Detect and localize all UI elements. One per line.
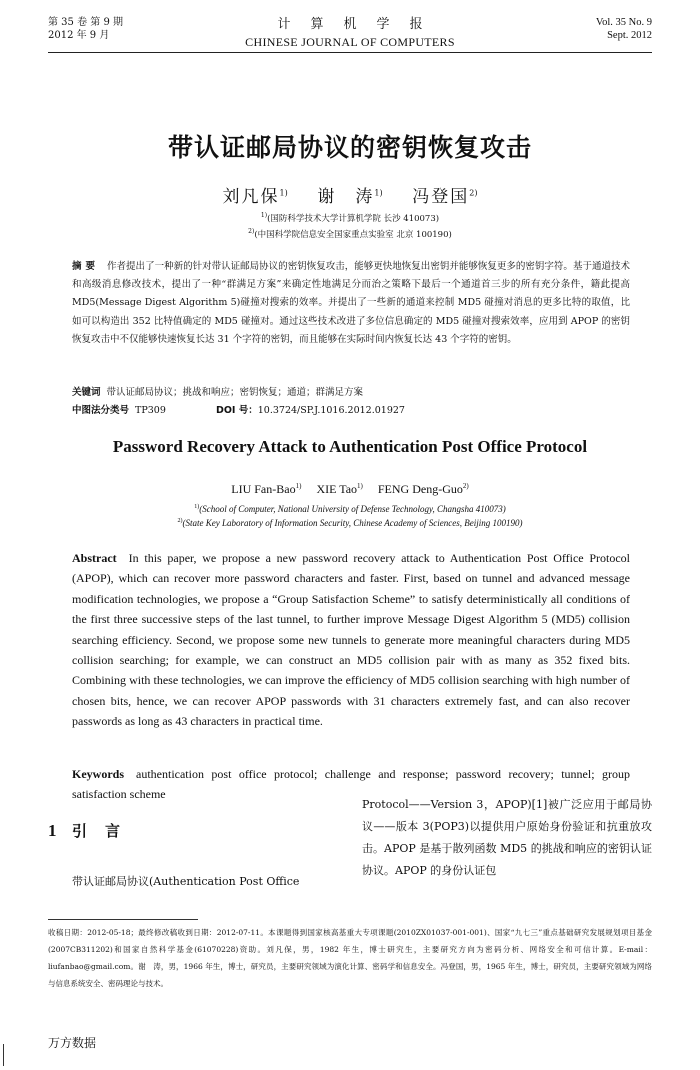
- abstract-cn: [72, 258, 630, 349]
- keywords-cn-text: 带认证邮局协议；挑战和响应；密钥恢复；通道；群满足方案: [106, 387, 364, 398]
- date-en: Sept. 2012: [607, 30, 652, 41]
- footnote-rule: [48, 919, 198, 920]
- keywords-cn-label: 关键词: [72, 387, 101, 398]
- doi-label: DOI 号：: [215, 405, 258, 416]
- journal-name-en: CHINESE JOURNAL OF COMPUTERS: [245, 35, 455, 49]
- keywords-en-label: Keywords: [72, 767, 124, 781]
- affiliation-text: (国防科学技术大学计算机学院 长沙 410073): [267, 213, 440, 224]
- abstract-cn-label: 摘要: [72, 261, 100, 272]
- author-mark: 1): [279, 188, 288, 198]
- title-en: Password Recovery Attack to Authentication Post Office Protocol: [112, 437, 588, 456]
- section-left-column: 带认证邮局协议(Authentication Post Office: [72, 875, 300, 888]
- author-mark: 1): [357, 482, 363, 490]
- keywords-cn: [72, 384, 630, 402]
- author-en: XIE Tao: [316, 482, 358, 496]
- affiliation-en: [0, 501, 700, 516]
- authors-cn: [0, 182, 700, 207]
- affiliation-mark: 1): [194, 504, 200, 510]
- header-rule: [48, 52, 652, 53]
- abstract-en-text: In this paper, we propose a new password recovery attack to Authentication Post Office Protocol (APOP), which can recover more password characters and faster. First, based on tunnel and advanced message modification technologies, we propose a “Group Satisfaction Scheme” to satisfy deterministically all conditions of the first three successive steps of the last tunnel, to further improve Message Digest Algorithm 5 (MD5) collision searching efficiency. Second, we propose some new tunnels to generate more meaningful characters during MD5 collision searching; for example, we can construct an MD5 collision pair with as many as 352 fixed bits. Combining with these technologies, we can improve the efficiency of MD5 collision searching with high number of chosen bits, hence, we can recover APOP passwords with 31 characters extremely fast, and can also recover passwords as long as 43 characters in practical time.: [72, 551, 630, 729]
- affiliation-mark: 2): [177, 518, 183, 524]
- margin-line: [3, 1044, 4, 1066]
- author-mark: 1): [374, 188, 383, 198]
- affiliation-en: [0, 515, 700, 530]
- affiliation-mark: 2): [248, 228, 255, 235]
- author-cn: 谢 涛: [317, 187, 375, 207]
- author-mark: 1): [295, 482, 302, 490]
- date-cn: 2012 年 9 月: [48, 30, 110, 41]
- authors-en: [0, 482, 700, 497]
- affiliation-text: (State Key Laboratory of Information Security, Chinese Academy of Sciences, Beijing 100190): [182, 518, 523, 528]
- doi-value: 10.3724/SP.J.1016.2012.01927: [257, 405, 405, 416]
- author-en: LIU Fan-Bao: [231, 482, 296, 496]
- affiliation-mark: 1): [260, 212, 268, 219]
- footnote: 收稿日期：2012-05-18；最终修改稿收到日期：2012-07-11。本课题得到国家核高基重大专项课题(2010ZX01037-001-001)、国家“九七三”重点基础研究发展规划项目基金(2007CB311202)和国家自然科学基金(61070228)资助。刘凡保，男，1982 年生，博士研究生，主要研究方向为密码分析、网络安全和可信计算。E-mail：liufanbao@gmail.com。谢 涛，男，1966 年生，博士，研究员，主要研究领域为演化计算、密码学和信息安全。冯登国，男，1965 年生，博士，研究员，主要研究领域为网络与信息系统安全、密码理论与技术。: [48, 928, 652, 988]
- watermark: 万方数据: [48, 1036, 97, 1050]
- header-volume-en: [596, 16, 652, 42]
- author-cn: 冯登国: [412, 187, 470, 207]
- affiliation-text: (School of Computer, National University of Defense Technology, Changsha 410073): [199, 504, 506, 514]
- author-en: FENG Deng-Guo: [377, 482, 463, 496]
- classification-value: TP309: [135, 405, 166, 416]
- author-mark: 2): [469, 188, 478, 198]
- author-mark: 2): [462, 482, 469, 490]
- abstract-en-label: Abstract: [72, 551, 117, 565]
- affiliation-cn: [0, 225, 700, 242]
- classification: [72, 402, 630, 420]
- affiliation-text: (中国科学院信息安全国家重点实验室 北京 100190): [254, 229, 452, 240]
- section-right-column: Protocol——Version 3，APOP)[1]被广泛应用于邮局协议——版本 3(POP3)以提供用户原始身份验证和抗重放攻击。APOP 是基于散列函数 MD5 的挑战和响应的密钥认证协议。APOP 的身份认证包: [362, 798, 652, 877]
- section-title: 引言: [72, 822, 139, 840]
- volume-en: Vol. 35 No. 9: [595, 17, 652, 28]
- volume-cn: 第 35 卷 第 9 期: [48, 17, 123, 28]
- abstract-cn-text: 作者提出了一种新的针对带认证邮局协议的密钥恢复攻击，能够更快地恢复出密钥并能够恢复更多的密钥字符。基于通道技术和高级消息修改技术，提出了一种“群满足方案”来确定性地满足分而治之策略下最后一个通道首三步的所有充分条件，籍此提高 MD5(Message Digest Algorithm 5)碰撞对搜索的效率。并提出了一些新的通道来控制 MD5 碰撞对消息的更多比特的取值，比如可以构造出 352 比特值确定的 MD5 碰撞对。通过这些技术改进了多位信息确定的 MD5 碰撞对搜索效率，应用到 APOP 的密钥恢复攻击中不仅能够快速恢复长达 31 个字符的密钥，而且能够在实际时间内恢复长达 43 个字符的密钥。: [72, 261, 630, 345]
- affiliation-cn: [0, 209, 700, 226]
- classification-label: 中图法分类号: [72, 405, 130, 416]
- title-cn: 带认证邮局协议的密钥恢复攻击: [167, 133, 532, 162]
- abstract-en: [72, 548, 630, 732]
- keywords-en-text: authentication post office protocol; challenge and response; password recovery; tunnel; group satisfaction scheme: [72, 767, 630, 802]
- section-number: 1: [48, 821, 57, 840]
- author-cn: 刘凡保: [222, 187, 280, 207]
- journal-name-cn: 计算机学报: [277, 17, 443, 32]
